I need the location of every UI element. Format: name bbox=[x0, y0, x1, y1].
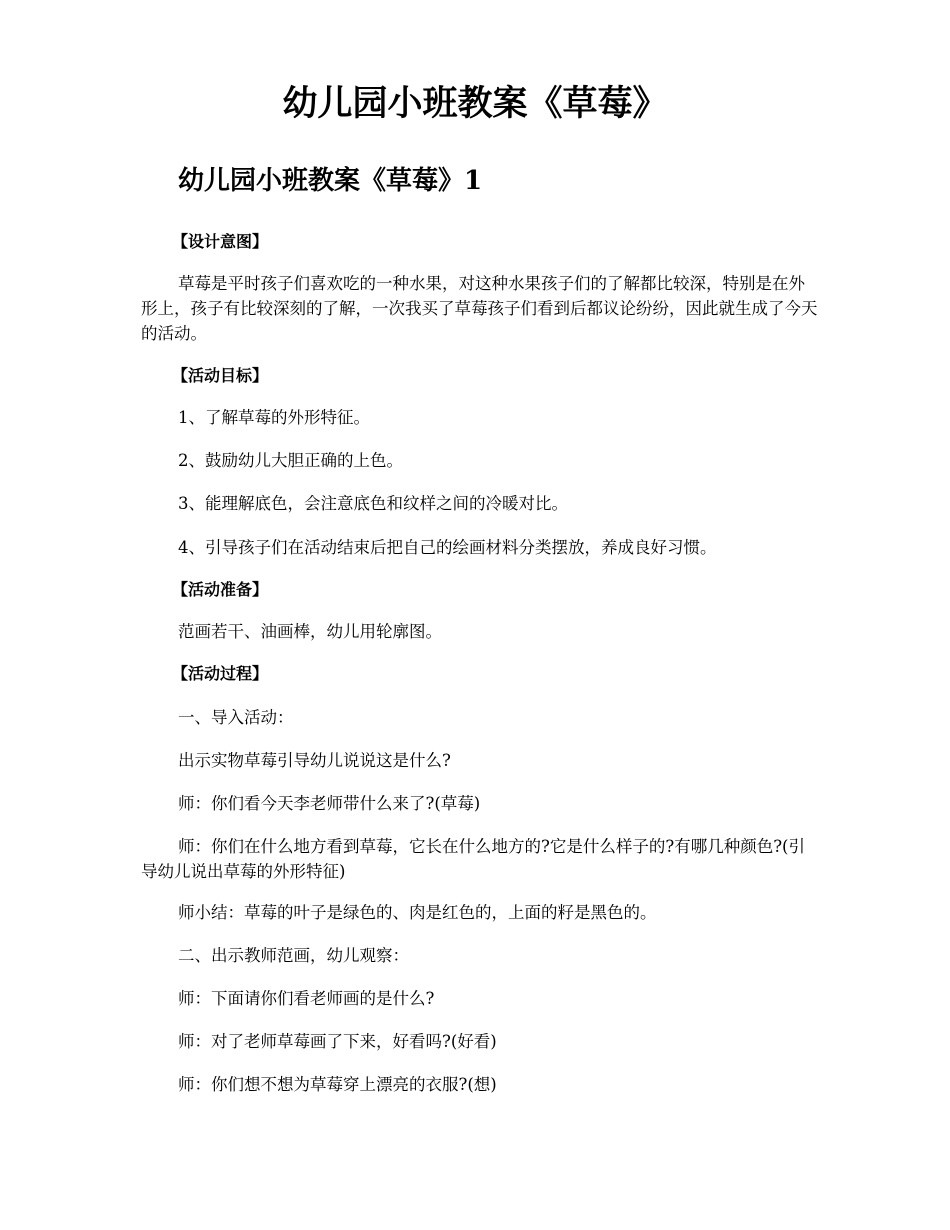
process-step2-line2: 师：对了老师草莓画了下来，好看吗?(好看) bbox=[178, 1032, 497, 1051]
document-title: 幼儿园小班教案《草莓》 bbox=[282, 83, 668, 124]
process-step2-title: 二、出示教师范画，幼儿观察： bbox=[178, 946, 409, 965]
heading-preparation: 【活动准备】 bbox=[172, 580, 269, 599]
process-step2-line1: 师：下面请你们看老师画的是什么? bbox=[178, 989, 435, 1008]
process-step1-summary: 师小结：草莓的叶子是绿色的、肉是红色的，上面的籽是黑色的。 bbox=[178, 903, 657, 922]
process-step1-line1: 出示实物草莓引导幼儿说说这是什么? bbox=[178, 751, 451, 770]
process-step1-title: 一、导入活动： bbox=[178, 708, 294, 727]
heading-process: 【活动过程】 bbox=[172, 664, 269, 683]
process-step2-line3: 师：你们想不想为草莓穿上漂亮的衣服?(想) bbox=[178, 1075, 497, 1094]
goal-item-4: 4、引导孩子们在活动结束后把自己的绘画材料分类摆放，养成良好习惯。 bbox=[178, 538, 717, 557]
process-step1-line2: 师：你们看今天李老师带什么来了?(草莓) bbox=[178, 794, 481, 813]
heading-goals: 【活动目标】 bbox=[172, 366, 269, 385]
section-title: 幼儿园小班教案《草莓》1 bbox=[178, 166, 483, 196]
goal-item-2: 2、鼓励幼儿大胆正确的上色。 bbox=[178, 451, 403, 470]
preparation-text: 范画若干、油画棒，幼儿用轮廓图。 bbox=[178, 622, 442, 641]
design-intent-paragraph: 草莓是平时孩子们喜欢吃的一种水果，对这种水果孩子们的了解都比较深，特别是在外形上，孩子有比较深刻的了解，一次我买了草莓孩子们看到后都议论纷纷，因此就生成了今天的活动。 bbox=[141, 274, 818, 343]
heading-design-intent: 【设计意图】 bbox=[172, 232, 269, 251]
goal-item-3: 3、能理解底色，会注意底色和纹样之间的冷暖对比。 bbox=[178, 494, 568, 513]
goal-item-1: 1、了解草莓的外形特征。 bbox=[178, 408, 370, 427]
process-step1-line3: 师：你们在什么地方看到草莓，它长在什么地方的?它是什么样子的?有哪几种颜色?(引导幼儿说出草莓的外形特征) bbox=[141, 837, 805, 881]
